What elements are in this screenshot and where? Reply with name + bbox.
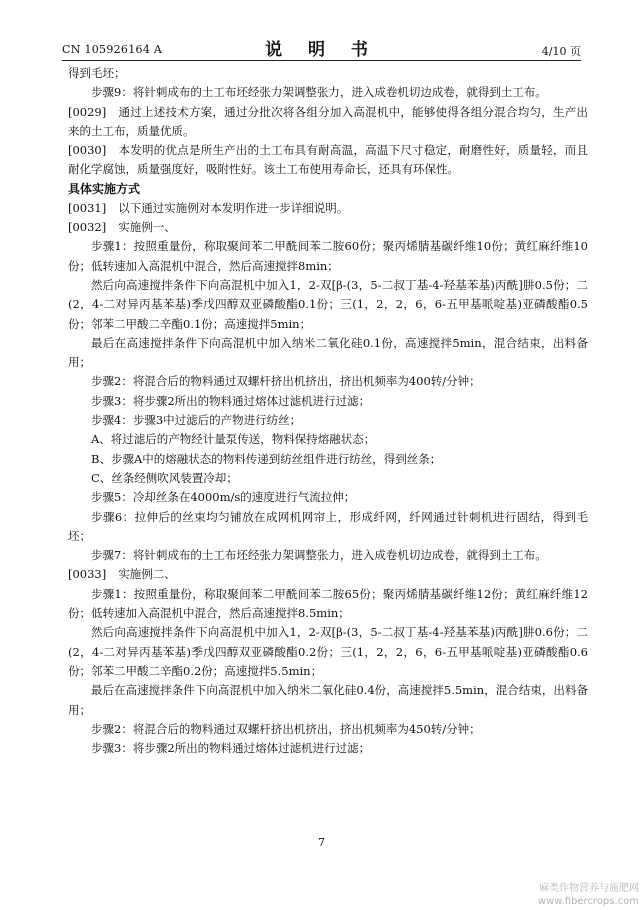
header-divider bbox=[62, 60, 581, 61]
page-count: 4/10 页 bbox=[541, 45, 581, 58]
text-line: 步骤6：拉伸后的丝束均匀铺放在成网机网帘上，形成纤网，纤网通过针刺机进行固结，得到毛坯； bbox=[68, 509, 588, 543]
text-line: 步骤9：将针刺成布的土工布坯经张力架调整张力，进入成卷机切边成卷，就得到土工布。 bbox=[91, 85, 547, 100]
text-line: 得到毛坯； bbox=[68, 66, 126, 80]
numbered-paragraph bbox=[68, 199, 588, 218]
document-title: 说 明 书 bbox=[265, 40, 378, 60]
numbered-paragraph bbox=[68, 141, 588, 180]
text-line: 最后在高速搅拌条件下向高混机中加入纳米二氧化硅0.1份，高速搅拌5min，混合结束，出料备用； bbox=[68, 335, 588, 370]
paragraph-text: 实施例一、 bbox=[118, 220, 176, 235]
paragraph-text: 以下通过实施例对本发明作进一步详细说明。 bbox=[118, 200, 349, 215]
paragraph-text: 通过上述技术方案，通过分批次将各组分加入高混机中，能够使得各组分混合均匀，生产出来的土工布，质量优质。 bbox=[68, 104, 588, 138]
paragraph-number: [0033] bbox=[68, 567, 107, 582]
text-line: C、丝条经侧吹风装置冷却； bbox=[91, 470, 238, 485]
watermark-url: www.fibercrops.com bbox=[537, 896, 639, 907]
document-body bbox=[68, 64, 588, 758]
text-line: 步骤1：按照重量份，称取聚间苯二甲酰间苯二胺65份；聚丙烯腈基碳纤维12份；黄红麻纤维12份；低转速加入高混机中混合，然后高速搅拌8.5min； bbox=[68, 586, 588, 621]
paragraph-number: [0030] bbox=[68, 143, 107, 158]
text-line: 最后在高速搅拌条件下向高混机中加入纳米二氧化硅0.4份，高速搅拌5.5min，混合结束，出料备用； bbox=[68, 683, 588, 717]
paragraph-number: [0029] bbox=[68, 104, 107, 119]
numbered-paragraph bbox=[68, 218, 588, 237]
numbered-paragraph bbox=[68, 565, 588, 584]
text-line: 步骤1：按照重量份，称取聚间苯二甲酰间苯二胺60份；聚丙烯腈基碳纤维10份；黄红麻纤维10份；低转速加入高混机中混合，然后高速搅拌8min； bbox=[68, 239, 588, 273]
text-line: 步骤7：将针刺成布的土工布坯经张力架调整张力，进入成卷机切边成卷，就得到土工布。 bbox=[91, 548, 547, 563]
text-line: 步骤3：将步骤2所出的物料通过熔体过滤机进行过滤； bbox=[91, 741, 371, 756]
document-id: CN 105926164 A bbox=[62, 43, 163, 56]
text-line: 然后向高速搅拌条件下向高混机中加入1，2-双[β-(3，5-二叔丁基-4-羟基苯基)丙酰]肼0.5份；二(2，4-二对异丙基苯基)季戊四醇双亚磷酸酯0.1份；三(1，2，2，6，6-五甲基哌啶基)亚磷酸酯0.5份；邻苯二甲酸二辛酯0.1份；高速搅拌5min； bbox=[68, 277, 588, 331]
paragraph-number: [0031] bbox=[68, 200, 107, 215]
text-line: 步骤3：将步骤2所出的物料通过熔体过滤机进行过滤； bbox=[91, 393, 371, 408]
text-line: 然后向高速搅拌条件下向高混机中加入1，2-双[β-(3，5-二叔丁基-4-羟基苯基)丙酰]肼0.6份；二(2，4-二对异丙基苯基)季戊四醇双亚磷酸酯0.2份；三(1，2，2，6，6-五甲基哌啶基)亚磷酸酯0.6份；邻苯二甲酸二辛酯0.2份；高速搅拌5.5min； bbox=[68, 625, 588, 678]
page-number: 7 bbox=[318, 836, 325, 849]
page-header bbox=[62, 35, 581, 61]
paragraph-text: 本发明的优点是所生产出的土工布具有耐高温，高温下尺寸稳定，耐磨性好，质量轻，而且耐化学腐蚀，质量强度好，吸附性好。该土工布使用寿命长，还具有环保性。 bbox=[68, 143, 588, 177]
text-line: A、将过滤后的产物经计量泵传送，物料保持熔融状态； bbox=[91, 432, 376, 447]
text-line: B、步骤A中的熔融状态的物料传递到纺丝组件进行纺丝，得到丝条； bbox=[91, 451, 442, 466]
text-line: 步骤2：将混合后的物料通过双螺杆挤出机挤出，挤出机频率为450转/分钟； bbox=[91, 721, 481, 736]
text-line: 步骤4：步骤3中过滤后的产物进行纺丝； bbox=[91, 413, 302, 428]
watermark-title: 麻类作物营养与施肥网 bbox=[539, 883, 639, 894]
text-line: 步骤5：冷却丝条在4000m/s的速度进行气流拉伸； bbox=[91, 490, 356, 505]
section-title: 具体实施方式 bbox=[68, 181, 141, 196]
paragraph-number: [0032] bbox=[68, 220, 107, 235]
numbered-paragraph bbox=[68, 103, 588, 142]
paragraph-text: 实施例二、 bbox=[118, 567, 176, 582]
text-line: 步骤2：将混合后的物料通过双螺杆挤出机挤出，挤出机频率为400转/分钟； bbox=[91, 374, 481, 389]
watermark bbox=[511, 882, 639, 908]
